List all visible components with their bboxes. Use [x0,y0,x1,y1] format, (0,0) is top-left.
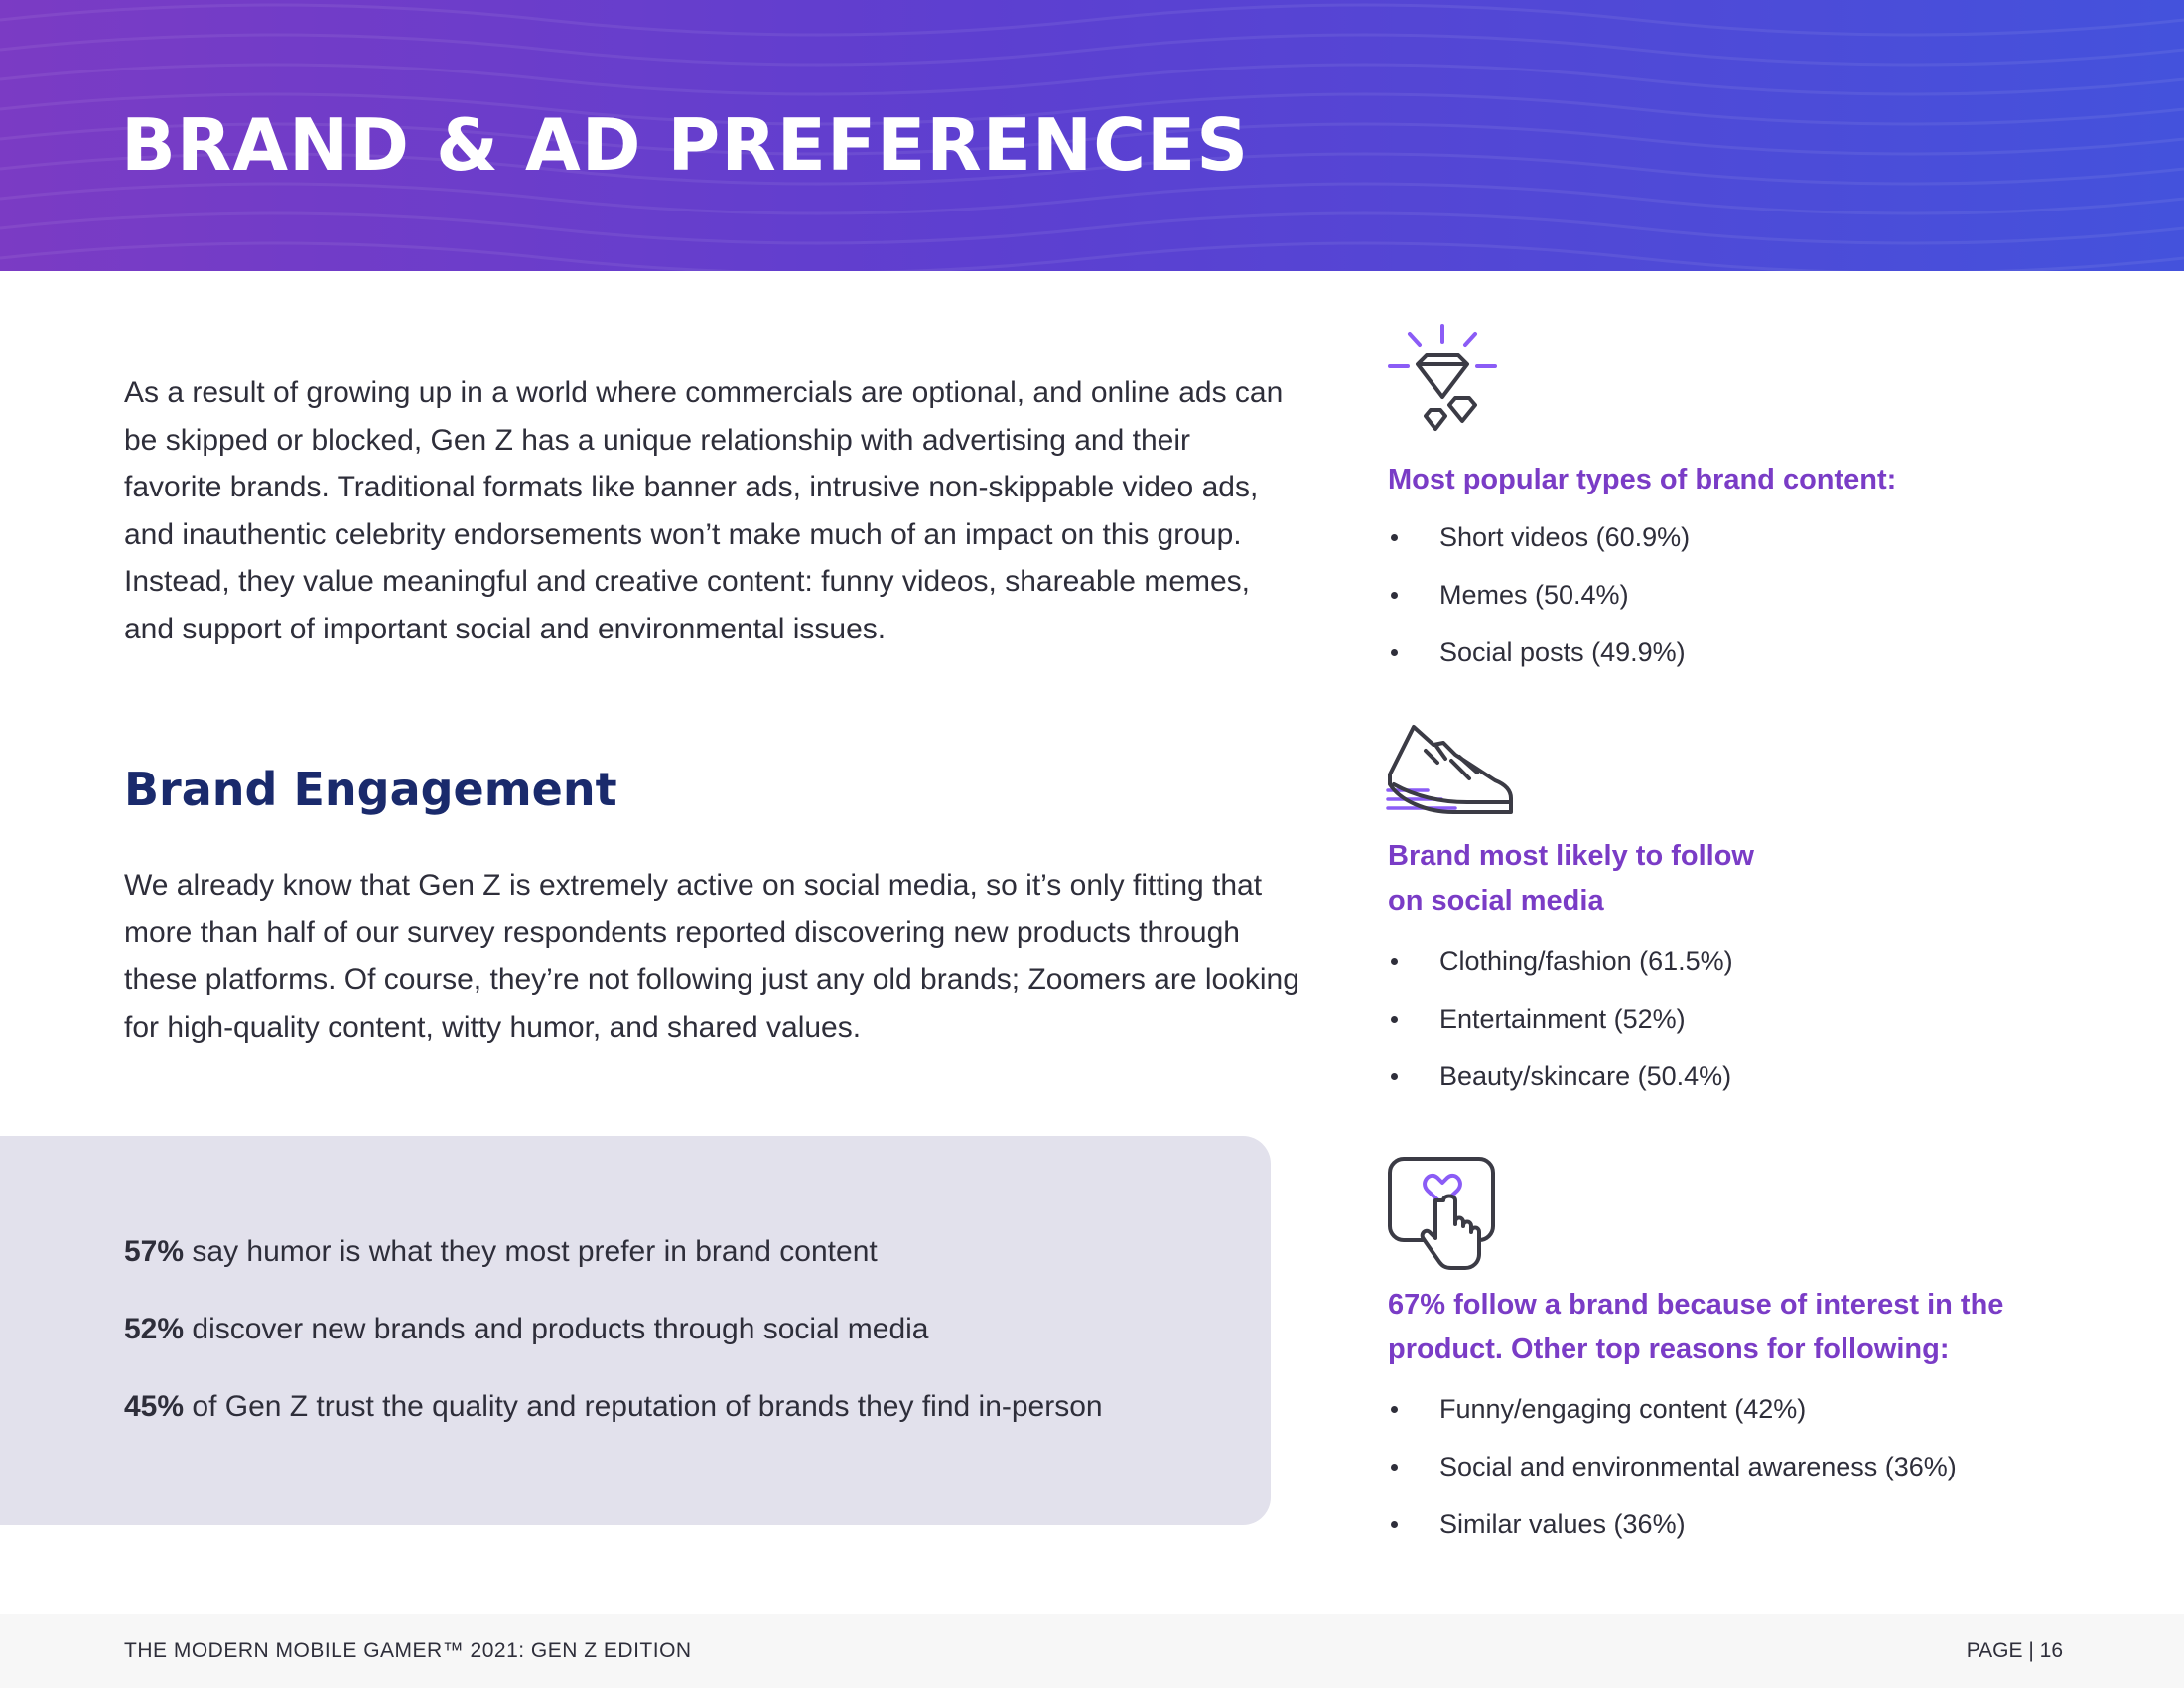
engagement-paragraph: We already know that Gen Z is extremely active on social media, so it’s only fitting that more than half of our survey respondents reported discovering new products through these platforms. Of course, they’re not following just any old brands; Zoomers are looking for high-quality content, witty humor, and shared values. [124,869,1299,1044]
follow-reasons-list [1388,1394,1957,1567]
content-types-heading: Most popular types of brand content: [1388,464,1897,495]
stat-line-humor [124,1235,878,1269]
list-item: Social posts (49.9%) [1388,637,1690,695]
heart-tap-icon [1386,1155,1500,1272]
stat-percent: 57% [124,1235,185,1268]
sneaker-icon [1386,723,1517,822]
stat-text: say humor is what they most prefer in brand content [184,1235,878,1268]
list-item: Similar values (36%) [1388,1509,1957,1567]
intro-paragraph: As a result of growing up in a world where commercials are optional, and online ads can be skipped or blocked, Gen Z has a unique relationship with advertising and their favorite brands. Traditional formats like banner ads, intrusive non-skippable video ads, and inauthentic celebrity endorsements won’t make much of an impact on this group. Instead, they value meaningful and creative content: funny videos, shareable memes, and support of important social and environmental issues. [124,376,1284,645]
list-item: Short videos (60.9%) [1388,522,1690,580]
stats-callout [0,1136,1271,1525]
stat-text: of Gen Z trust the quality and reputation of brands they find in-person [184,1390,1103,1423]
heading-line: Brand most likely to follow [1388,840,1754,872]
stat-percent: 45% [124,1390,185,1423]
list-item: Social and environmental awareness (36%) [1388,1452,1957,1509]
list-item: Beauty/skincare (50.4%) [1388,1061,1733,1119]
heading-line: on social media [1388,885,1604,916]
page-footer [0,1614,2184,1688]
stat-text: discover new brands and products through social media [184,1313,929,1345]
heading-line: 67% follow a brand because of interest in the [1388,1289,2004,1321]
heading-line: product. Other top reasons for following: [1388,1334,1950,1365]
follow-brands-heading [1388,834,1754,923]
content-types-list [1388,522,1690,695]
follow-reasons-heading [1388,1283,2003,1372]
stat-percent: 52% [124,1313,185,1345]
page-number: PAGE | 16 [1966,1639,2063,1662]
stat-line-trust [124,1390,1103,1424]
follow-brands-list [1388,946,1733,1119]
section-title-brand-engagement: Brand Engagement [124,763,617,816]
diamond-icon [1386,320,1505,444]
page-header [0,0,2184,271]
list-item: Funny/engaging content (42%) [1388,1394,1957,1452]
list-item: Entertainment (52%) [1388,1004,1733,1061]
list-item: Clothing/fashion (61.5%) [1388,946,1733,1004]
list-item: Memes (50.4%) [1388,580,1690,637]
stat-line-discover [124,1313,928,1346]
page-title: BRAND & AD PREFERENCES [121,103,1250,187]
publication-title: THE MODERN MOBILE GAMER™ 2021: GEN Z EDITION [124,1639,692,1662]
